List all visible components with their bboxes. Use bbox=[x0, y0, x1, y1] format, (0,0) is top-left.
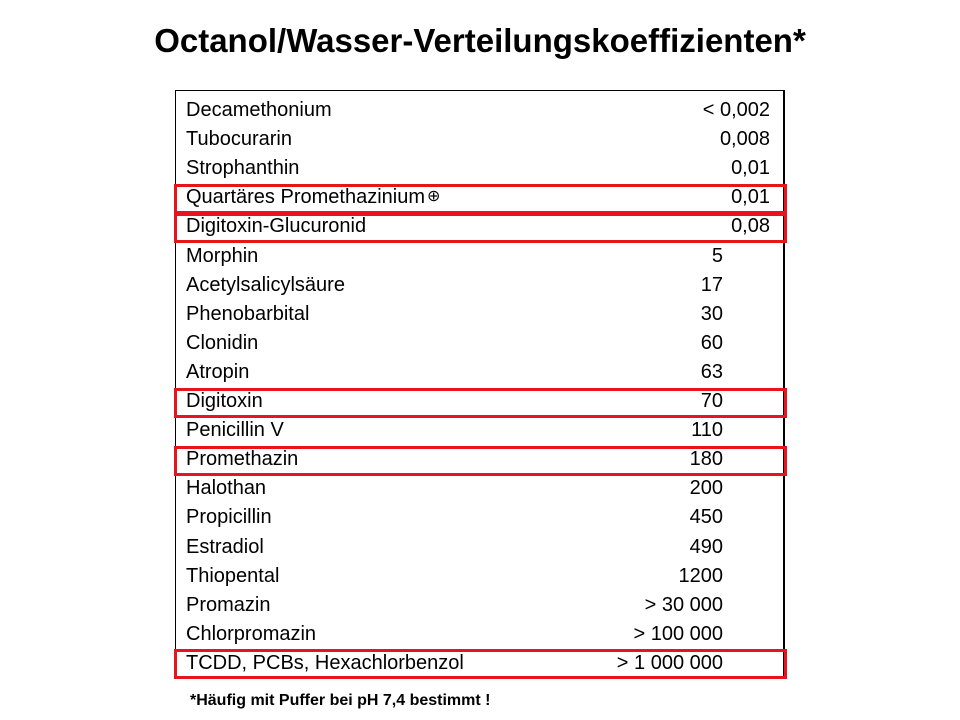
coefficient-value: 70 bbox=[700, 390, 723, 412]
table-row bbox=[186, 474, 786, 503]
table-row bbox=[186, 416, 786, 445]
page-title: Octanol/Wasser-Verteilungskoeffizienten* bbox=[154, 22, 806, 59]
substance-name-text: Promazin bbox=[186, 593, 271, 616]
substance-name-text: Phenobarbital bbox=[186, 302, 310, 325]
substance-name-text: Estradiol bbox=[186, 535, 264, 558]
table-row bbox=[186, 300, 786, 329]
table-row bbox=[186, 125, 786, 154]
substance-name bbox=[186, 416, 284, 445]
table-row bbox=[186, 445, 786, 474]
substance-name-text: Acetylsalicylsäure bbox=[186, 273, 345, 296]
table-row bbox=[186, 183, 786, 212]
coefficient-value: 17 bbox=[700, 273, 723, 296]
substance-name bbox=[186, 125, 292, 154]
substance-name bbox=[186, 387, 263, 416]
substance-name bbox=[186, 533, 264, 562]
substance-name-text: Tubocurarin bbox=[186, 128, 292, 151]
table-row bbox=[186, 533, 786, 562]
substance-name bbox=[186, 183, 440, 213]
substance-name bbox=[186, 649, 464, 678]
coefficient-value: 0,01 bbox=[731, 157, 770, 180]
coefficient-value: 60 bbox=[700, 331, 723, 354]
coefficient-value: 450 bbox=[689, 506, 723, 529]
table-row bbox=[186, 154, 786, 183]
table-row bbox=[186, 242, 786, 271]
substance-name bbox=[186, 300, 309, 329]
coefficient-value: 490 bbox=[689, 535, 723, 558]
coefficient-value: 110 bbox=[691, 419, 723, 442]
substance-name-text: Atropin bbox=[186, 360, 250, 383]
substance-name-text: Thiopental bbox=[186, 564, 280, 587]
coefficient-value: 0,008 bbox=[719, 128, 770, 151]
table-row bbox=[186, 649, 786, 678]
substance-name bbox=[186, 445, 298, 474]
coefficient-value: 63 bbox=[700, 360, 723, 383]
substance-name-text: Quartäres Promethazinium bbox=[186, 186, 425, 209]
substance-name-text: Digitoxin-Glucuronid bbox=[186, 215, 367, 238]
coefficient-value: > 1 000 000 bbox=[616, 651, 723, 674]
substance-name bbox=[186, 474, 266, 503]
substance-name-text: TCDD, PCBs, Hexachlorbenzol bbox=[186, 651, 464, 674]
table-row bbox=[186, 591, 786, 620]
substance-name bbox=[186, 329, 258, 358]
coefficient-value: 0,01 bbox=[731, 186, 770, 209]
substance-name bbox=[186, 503, 272, 532]
table-row bbox=[186, 358, 786, 387]
substance-name-text: Decamethonium bbox=[186, 99, 332, 121]
coefficient-value: 200 bbox=[689, 477, 723, 500]
table-row bbox=[186, 620, 786, 649]
substance-name-text: Promethazin bbox=[186, 448, 299, 471]
substance-name bbox=[186, 358, 249, 387]
substance-name-text: Propicillin bbox=[186, 506, 272, 529]
table-row bbox=[186, 329, 786, 358]
substance-name-text: Morphin bbox=[186, 244, 259, 267]
coefficient-value: > 30 000 bbox=[644, 593, 723, 616]
circled-plus-icon: ⊕ bbox=[426, 188, 441, 206]
coefficient-value: 30 bbox=[700, 302, 723, 325]
substance-name-text: Clonidin bbox=[186, 331, 259, 354]
footnote: *Häufig mit Puffer bei pH 7,4 bestimmt ! bbox=[190, 692, 491, 709]
substance-name-text: Digitoxin bbox=[186, 390, 263, 412]
coefficient-value: 0,08 bbox=[731, 215, 770, 238]
substance-name bbox=[186, 96, 332, 125]
table-row bbox=[186, 96, 786, 125]
coefficient-value: 5 bbox=[711, 244, 723, 267]
coefficient-value: > 100 000 bbox=[633, 622, 723, 645]
coefficient-value: 180 bbox=[689, 448, 723, 471]
substance-name bbox=[186, 562, 279, 591]
substance-name bbox=[186, 620, 316, 649]
substance-name bbox=[186, 154, 299, 183]
substance-name bbox=[186, 242, 258, 271]
substance-name bbox=[186, 591, 270, 620]
table-row bbox=[186, 503, 786, 532]
coefficient-value: < 0,002 bbox=[702, 99, 770, 121]
table-row bbox=[186, 562, 786, 591]
substance-name-text: Chlorpromazin bbox=[186, 622, 317, 645]
coefficient-value: 1200 bbox=[678, 564, 723, 587]
table-row bbox=[186, 212, 786, 241]
substance-name-text: Strophanthin bbox=[186, 157, 300, 180]
substance-name bbox=[186, 271, 345, 300]
substance-name bbox=[186, 212, 366, 241]
substance-name-text: Halothan bbox=[186, 477, 267, 500]
table-row bbox=[186, 387, 786, 416]
table-row bbox=[186, 271, 786, 300]
substance-name-text: Penicillin V bbox=[186, 419, 284, 442]
